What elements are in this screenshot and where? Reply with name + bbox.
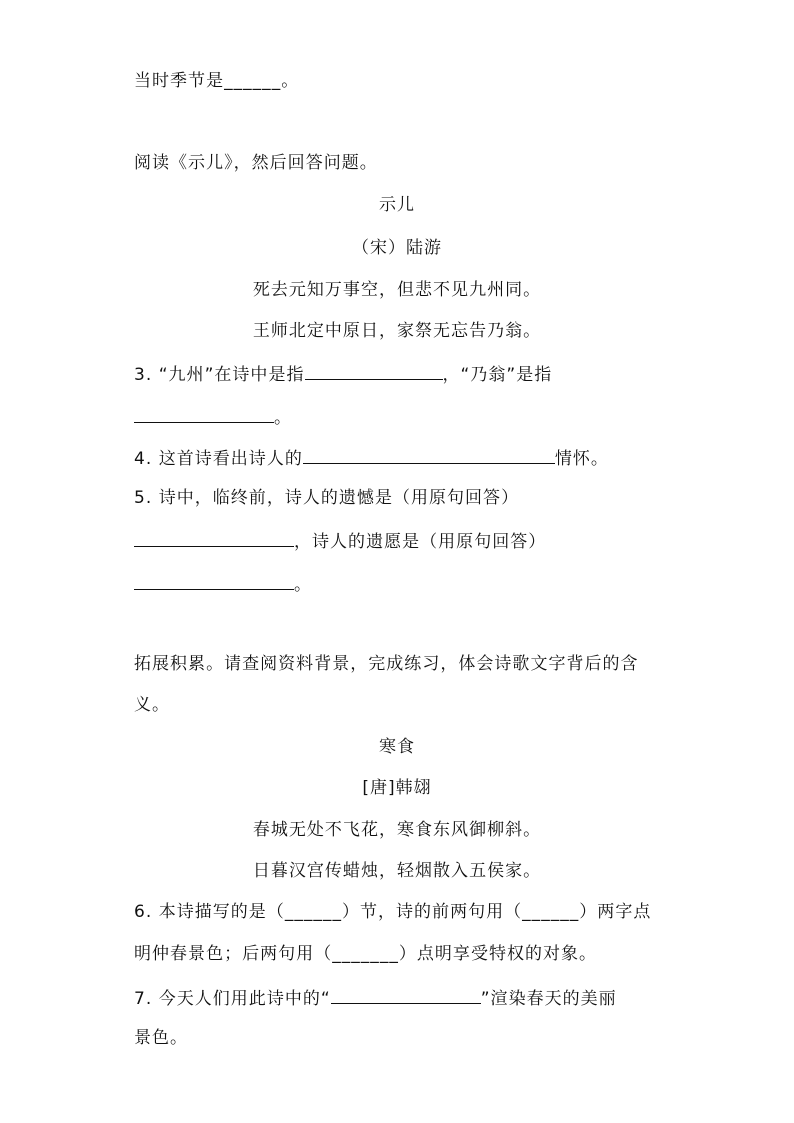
answer-blank[interactable]	[134, 574, 294, 590]
question-7	[134, 988, 617, 1008]
question-3-continued	[134, 407, 292, 427]
answer-blank[interactable]	[331, 988, 481, 1004]
answer-blank[interactable]	[134, 407, 274, 423]
question-number: 7.	[134, 989, 153, 1009]
section1-intro: 阅读《示儿》，然后回答问题。	[134, 153, 378, 173]
question-3	[134, 364, 552, 384]
question-4	[134, 448, 609, 468]
question-number: 4.	[134, 449, 153, 469]
question-5-line-3	[134, 574, 312, 594]
poem1-line-1: 死去元知万事空，但悲不见九州同。	[252, 280, 542, 300]
question-text: “九州”在诗中是指	[158, 365, 305, 385]
poem2-title: 寒食	[378, 737, 416, 757]
question-text: 诗中，临终前，诗人的遗憾是（用原句回答）	[158, 488, 520, 508]
question-number: 6.	[134, 902, 153, 922]
question-text: 今天人们用此诗中的“	[158, 989, 331, 1009]
season-question-line: 当时季节是______。	[134, 71, 300, 91]
answer-blank[interactable]	[134, 531, 294, 547]
poem2-line-1: 春城无处不飞花，寒食东风御柳斜。	[252, 820, 542, 840]
section2-intro-line-2: 义。	[134, 695, 171, 715]
question-text: 。	[294, 575, 313, 595]
question-text: 。	[274, 408, 293, 428]
poem1-author: （宋）陆游	[351, 238, 443, 258]
question-5-line-2	[134, 531, 546, 551]
answer-blank[interactable]	[305, 364, 443, 380]
question-number: 3.	[134, 365, 153, 385]
question-6-line-2: 明仲春景色；后两句用（_______）点明享受特权的对象。	[134, 944, 598, 964]
poem2-author: [唐]韩翃	[362, 778, 432, 798]
answer-blank[interactable]	[303, 448, 555, 464]
poem2-line-2: 日暮汉宫传蜡烛，轻烟散入五侯家。	[252, 861, 542, 881]
question-number: 5.	[134, 488, 153, 508]
question-7-line-2: 景色。	[134, 1028, 189, 1048]
question-6	[134, 904, 651, 921]
section2-intro-line-1: 拓展积累。请查阅资料背景，完成练习，体会诗歌文字背后的含	[134, 654, 639, 674]
question-text: 这首诗看出诗人的	[158, 449, 303, 469]
question-text: ”渲染春天的美丽	[480, 989, 617, 1009]
poem1-title: 示儿	[378, 195, 416, 215]
question-text: ，诗人的遗愿是（用原句回答）	[294, 532, 547, 552]
question-text: ，“乃翁”是指	[442, 365, 553, 385]
question-text: 本诗描写的是（______）节，诗的前两句用（______）两字点	[158, 902, 652, 922]
question-5	[134, 490, 519, 507]
question-text: 情怀。	[554, 449, 609, 469]
poem1-line-2: 王师北定中原日，家祭无忘告乃翁。	[252, 321, 542, 341]
